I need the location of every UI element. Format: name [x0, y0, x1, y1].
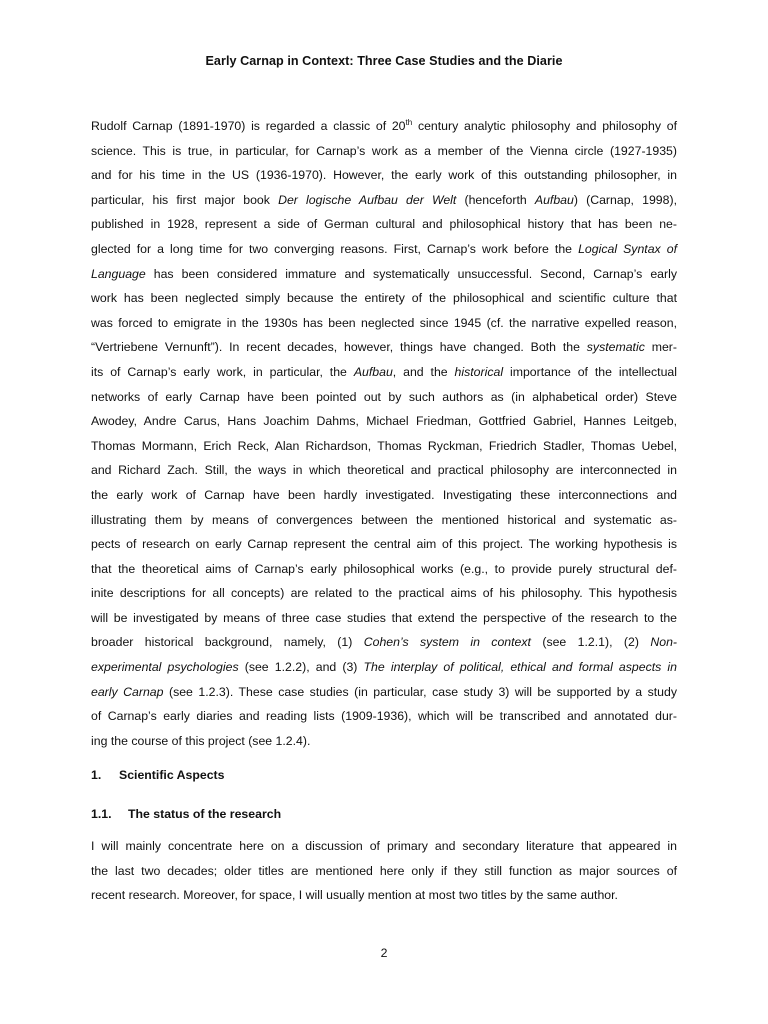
text-line	[91, 139, 677, 164]
text-run: science. This is true, in particular, for Carnap’s work as a member of the Vienna circle (1927-1935)	[91, 143, 677, 158]
text-run: Aufbau	[353, 364, 393, 379]
text-run: particular, his first major book	[91, 192, 279, 207]
text-line	[91, 557, 677, 582]
text-run: Cohen’s system in context	[363, 635, 531, 650]
text-run: , and the	[392, 364, 455, 379]
document-title: Early Carnap in Context: Three Case Studies and the Diarie	[205, 54, 563, 68]
text-run: Awodey, Andre Carus, Hans Joachim Dahms, Michael Friedman, Gottfried Gabriel, Hannes Leitgeb,	[91, 414, 677, 429]
text-line	[91, 606, 677, 631]
text-run: Language	[91, 266, 146, 281]
text-run: early Carnap	[91, 684, 164, 699]
text-run: and Richard Zach. Still, the ways in which theoretical and practical philosophy are interconnected in	[91, 463, 677, 478]
text-line	[91, 335, 677, 360]
text-run: published in 1928, represent a side of German cultural and philosophical history that has been ne-	[91, 217, 677, 232]
text-line	[91, 237, 677, 262]
text-run: inite descriptions for all concepts) are related to the practical aims of his philosophy. This hypothesis	[91, 586, 677, 601]
text-run: mer-	[644, 340, 677, 355]
text-run: Aufbau	[534, 192, 574, 207]
text-run: that the theoretical aims of Carnap’s early philosophical works (e.g., to provide purely structural def-	[91, 561, 677, 576]
text-line	[91, 311, 677, 336]
text-line	[91, 409, 677, 434]
text-run: th	[405, 118, 413, 127]
text-run: (see 1.2.1), (2)	[530, 635, 651, 650]
section-heading-1	[91, 768, 224, 782]
text-run: glected for a long time for two converging reasons. First, Carnap’s work before the	[91, 241, 579, 256]
text-line	[91, 458, 677, 483]
text-line	[91, 360, 677, 385]
text-run: its of Carnap’s early work, in particular, the	[91, 364, 354, 379]
text-line	[91, 680, 677, 705]
text-line	[91, 729, 677, 754]
text-line	[91, 188, 677, 213]
text-run: experimental psychologies	[91, 660, 239, 675]
text-line	[91, 581, 677, 606]
text-line	[91, 114, 677, 139]
text-run: ) (Carnap, 1998),	[573, 192, 677, 207]
section-title: Scientific Aspects	[119, 768, 225, 782]
text-line: I will mainly concentrate here on a discussion of primary and secondary literature that appeared in	[91, 839, 677, 853]
text-line	[91, 286, 677, 311]
text-run: the early work of Carnap have been hardly investigated. Investigating these interconnections and	[91, 487, 677, 502]
text-line	[91, 434, 677, 459]
text-line	[91, 532, 677, 557]
text-run: The interplay of political, ethical and formal aspects in	[363, 660, 677, 675]
text-run: networks of early Carnap have been pointed out by such authors as (in alphabetical order) Steve	[91, 389, 677, 404]
text-run: ing the course of this project (see 1.2.4).	[91, 733, 311, 748]
text-line	[91, 212, 677, 237]
text-line	[91, 655, 677, 680]
text-line	[91, 704, 677, 729]
subsection-number: 1.1.	[91, 807, 112, 821]
text-run: of Carnap’s early diaries and reading lists (1909-1936), which will be transcribed and annotated dur-	[91, 709, 677, 724]
text-run: (see 1.2.3). These case studies (in particular, case study 3) will be supported by a study	[163, 684, 678, 699]
text-run: work has been neglected simply because the entirety of the philosophical and scientific culture that	[91, 291, 677, 306]
text-run: historical	[454, 364, 504, 379]
text-run: Der logische Aufbau der Welt	[278, 192, 457, 207]
text-run: broader historical background, namely, (1)	[91, 635, 364, 650]
text-line: recent research. Moreover, for space, I will usually mention at most two titles by the same author.	[91, 888, 618, 903]
text-run: was forced to emigrate in the 1930s has been neglected since 1945 (cf. the narrative expelled reason,	[91, 315, 677, 330]
text-run: has been considered immature and systematically unsuccessful. Second, Carnap’s early	[145, 266, 677, 281]
text-line	[91, 163, 677, 188]
text-line	[91, 262, 677, 287]
text-run: (see 1.2.2), and (3)	[238, 660, 364, 675]
section-heading-1-1	[91, 807, 281, 821]
text-run: pects of research on early Carnap represent the central aim of this project. The working hypothesis is	[91, 537, 677, 552]
text-run: “Vertriebene Vernunft”). In recent decades, however, things have changed. Both the	[91, 340, 587, 355]
text-run: will be investigated by means of three case studies that extend the perspective of the research to the	[91, 610, 677, 625]
text-run: Thomas Mormann, Erich Reck, Alan Richardson, Thomas Ryckman, Friedrich Stadler, Thomas Uebel,	[91, 438, 677, 453]
intro-paragraph	[91, 114, 677, 753]
text-run: Rudolf Carnap (1891-1970) is regarded a classic of 20	[91, 119, 406, 133]
text-run: Non-	[650, 635, 677, 650]
text-run: (henceforth	[456, 192, 535, 207]
text-run: Logical Syntax of	[578, 241, 677, 256]
text-line	[91, 385, 677, 410]
text-run: and for his time in the US (1936-1970). However, the early work of this outstanding philosopher, in	[91, 168, 677, 183]
text-line: the last two decades; older titles are mentioned here only if they still function as major sources of	[91, 863, 677, 878]
text-line	[91, 630, 677, 655]
text-run: systematic	[586, 340, 645, 355]
text-run: century analytic philosophy and philosophy of	[412, 119, 677, 133]
text-run: importance of the intellectual	[503, 364, 677, 379]
text-run: illustrating them by means of convergences between the mentioned historical and systematic as-	[91, 512, 677, 527]
section-number: 1.	[91, 768, 102, 782]
text-line	[91, 508, 677, 533]
status-paragraph	[91, 834, 677, 908]
page-number: 2	[380, 946, 388, 960]
text-line	[91, 483, 677, 508]
subsection-title: The status of the research	[128, 807, 282, 821]
